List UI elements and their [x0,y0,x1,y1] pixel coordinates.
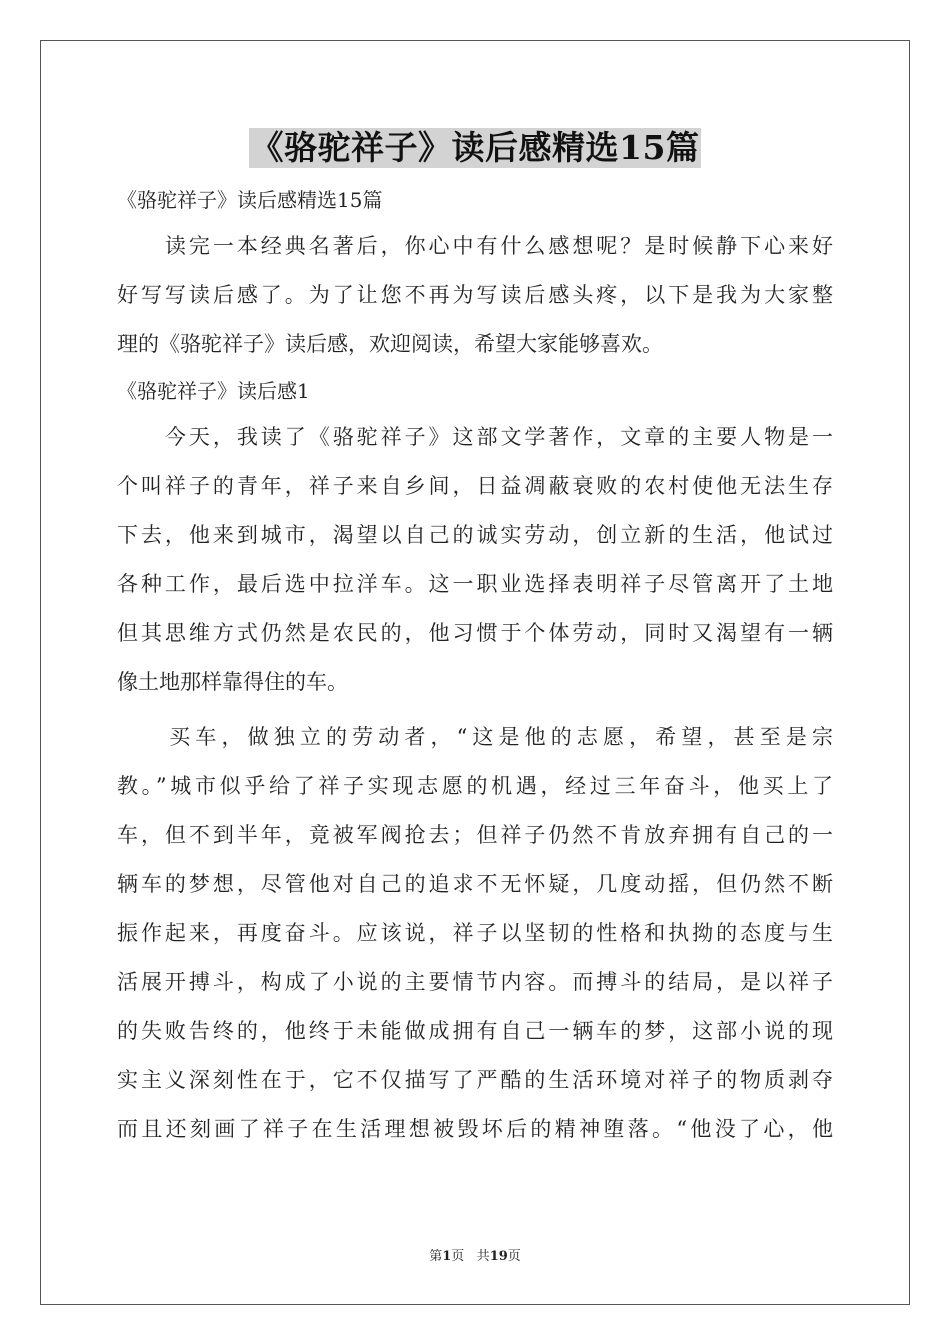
text-line: 实主义深刻性在于，它不仅描写了严酷的生活环境对祥子的物质剥夺 [117,1068,833,1092]
text-line: 车，但不到半年，竟被军阀抢去；但祥子仍然不肯放弃拥有自己的一 [117,823,833,847]
title-container [0,128,950,168]
text-line: 但其思维方式仍然是农民的，他习惯于个体劳动，同时又渴望有一辆 [117,621,833,645]
text-line: 买车，做独立的劳动者，“这是他的志愿，希望，甚至是宗 [117,725,833,749]
total-pages: 19 [489,1249,508,1264]
total-prefix: 共 [476,1249,490,1264]
document-body [117,178,833,1154]
text-line: 活展开搏斗，构成了小说的主要情节内容。而搏斗的结局，是以祥子 [117,970,833,994]
page-suffix: 页 [451,1249,465,1264]
text-line: 的失败告终的，他终于未能做成拥有自己一辆车的梦，这部小说的现 [117,1019,833,1043]
page-footer [0,1245,950,1264]
text-line: 辆车的梦想，尽管他对自己的追求不无怀疑，几度动摇，但仍然不断 [117,872,833,896]
text-line: 各种工作，最后选中拉洋车。这一职业选择表明祥子尽管离开了土地 [117,572,833,596]
section-heading: 《骆驼祥子》读后感1 [117,379,310,403]
page-prefix: 第 [429,1249,443,1264]
text-line: 下去，他来到城市，渴望以自己的诚实劳动，创立新的生活，他试过 [117,523,833,547]
page-number: 1 [442,1249,452,1264]
section-heading: 《骆驼祥子》读后感精选15篇 [117,188,383,212]
text-line: 今天，我读了《骆驼祥子》这部文学著作，文章的主要人物是一 [117,425,833,449]
text-line: 像土地那样靠得住的车。 [117,670,348,694]
text-line: 振作起来，再度奋斗。应该说，祥子以坚韧的性格和执拗的态度与生 [117,921,833,945]
text-line: 而且还刻画了祥子在生活理想被毁坏后的精神堕落。“他没了心，他 [117,1117,833,1141]
text-line: 读完一本经典名著后，你心中有什么感想呢？是时候静下心来好 [117,234,833,258]
text-line: 教。”城市似乎给了祥子实现志愿的机遇，经过三年奋斗，他买上了 [117,774,833,798]
document-title: 《骆驼祥子》读后感精选15篇 [250,128,700,167]
text-line: 理的《骆驼祥子》读后感，欢迎阅读，希望大家能够喜欢。 [117,332,663,356]
text-line: 个叫祥子的青年，祥子来自乡间，日益凋蔽衰败的农村使他无法生存 [117,474,833,498]
total-suffix: 页 [507,1249,521,1264]
text-line: 好写写读后感了。为了让您不再为写读后感头疼，以下是我为大家整 [117,283,833,307]
